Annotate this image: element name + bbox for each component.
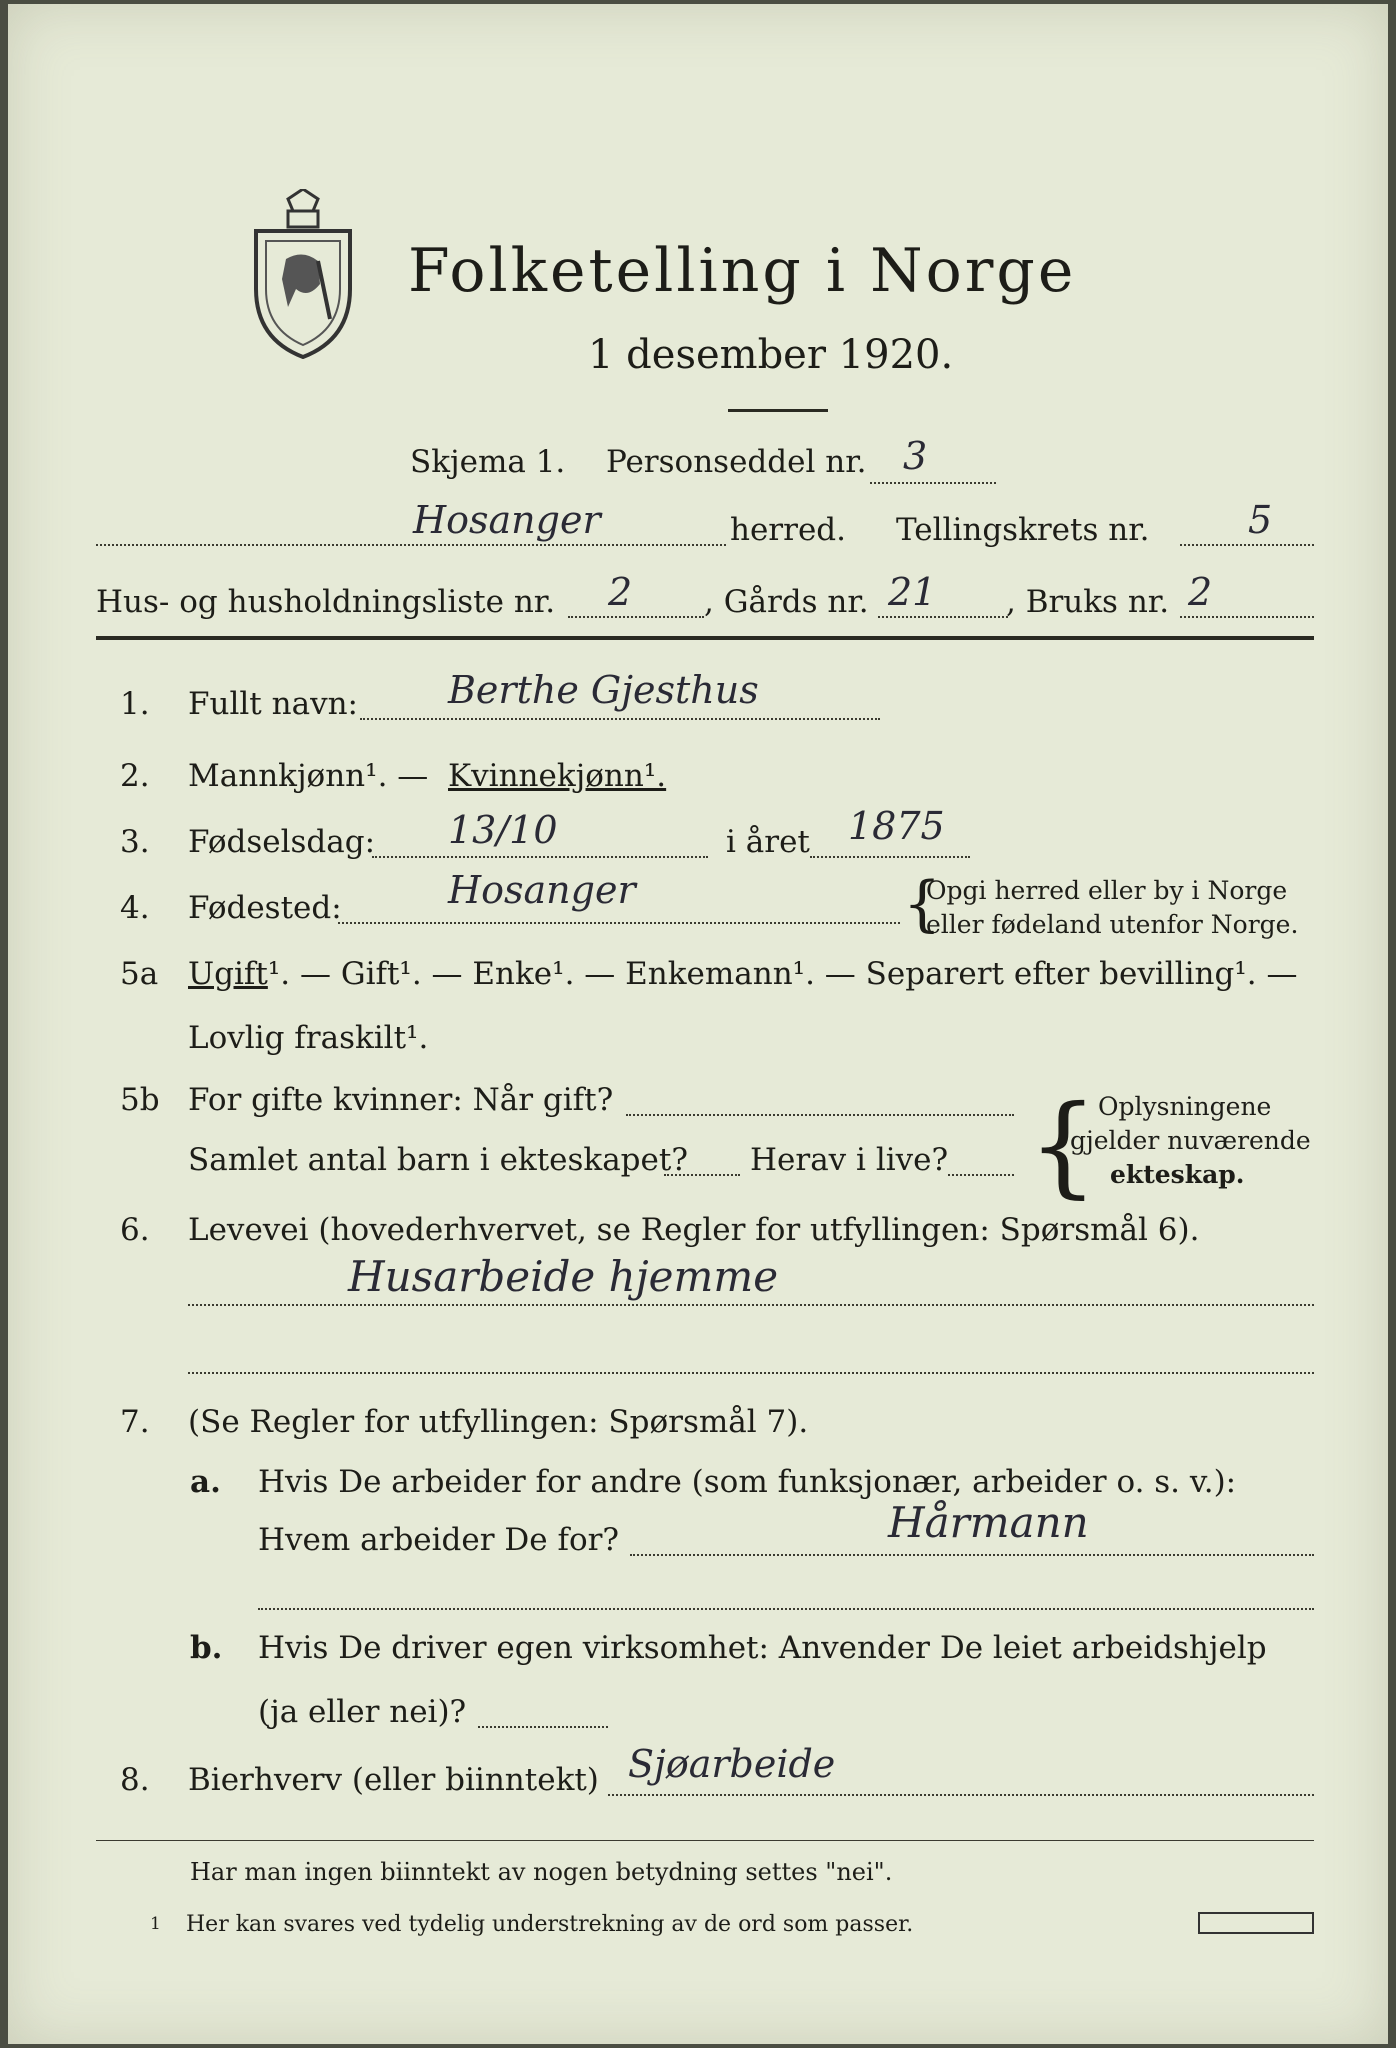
q5b-note-line3: ekteskap. bbox=[1110, 1160, 1245, 1189]
q8-line bbox=[608, 1794, 1314, 1796]
q7-label: (Se Regler for utfyllingen: Spørsmål 7). bbox=[188, 1404, 809, 1440]
q6-line1 bbox=[188, 1304, 1314, 1306]
q7a-label: Hvis De arbeider for andre (som funksjonær, arbeider o. s. v.): bbox=[258, 1464, 1237, 1500]
footnote-text: Her kan svares ved tydelig understrekning av de ord som passer. bbox=[186, 1912, 914, 1937]
q5b-married-line bbox=[626, 1114, 1014, 1116]
form-title: Folketelling i Norge bbox=[408, 236, 1077, 306]
q5b-note-line2: gjelder nuværende bbox=[1070, 1126, 1311, 1155]
q3-birthday-value[interactable]: 13/10 bbox=[448, 808, 558, 852]
footer-rule bbox=[96, 1840, 1314, 1841]
q5b-alive-line bbox=[948, 1174, 1014, 1176]
gards-line bbox=[878, 616, 1008, 618]
skjema-label: Skjema 1. bbox=[410, 444, 566, 480]
q5b-label: For gifte kvinner: Når gift? bbox=[188, 1082, 614, 1118]
hus-value[interactable]: 2 bbox=[608, 570, 633, 614]
herred-line bbox=[96, 544, 726, 546]
bruks-label: , Bruks nr. bbox=[1006, 584, 1170, 620]
q7b-number: b. bbox=[190, 1630, 223, 1666]
q5b-note-line1: Oplysningene bbox=[1098, 1092, 1272, 1121]
q8-label: Bierhverv (eller biinntekt) bbox=[188, 1762, 599, 1798]
q5b-brace: { bbox=[1028, 1081, 1098, 1209]
q8-side-income-value[interactable]: Sjøarbeide bbox=[628, 1742, 836, 1786]
q4-birthplace-value[interactable]: Hosanger bbox=[448, 868, 636, 912]
q5a-other-options[interactable]: ¹. — Gift¹. — Enke¹. — Enkemann¹. — Separert efter bevilling¹. — bbox=[267, 956, 1298, 992]
q3-year-label: i året bbox=[726, 824, 810, 860]
q5a-options bbox=[188, 956, 1297, 992]
q5b-alive-label: Herav i live? bbox=[750, 1142, 949, 1178]
q1-line bbox=[360, 718, 880, 720]
bruks-line bbox=[1180, 616, 1314, 618]
q1-number: 1. bbox=[120, 686, 150, 722]
census-date: 1 desember 1920. bbox=[588, 332, 954, 378]
tellingskrets-label: Tellingskrets nr. bbox=[896, 512, 1150, 548]
q2-male-option[interactable]: Mannkjønn¹. — bbox=[188, 758, 429, 794]
q7a-number: a. bbox=[190, 1464, 221, 1500]
q5a-number: 5a bbox=[120, 956, 159, 992]
footnote-mark: 1 bbox=[150, 1914, 161, 1934]
coat-of-arms-icon bbox=[248, 189, 358, 359]
header-rule bbox=[96, 636, 1314, 640]
q3-line bbox=[372, 856, 708, 858]
q5b-children-label: Samlet antal barn i ekteskapet? bbox=[188, 1142, 688, 1178]
q4-number: 4. bbox=[120, 890, 150, 926]
q7-number: 7. bbox=[120, 1404, 150, 1440]
bruks-value[interactable]: 2 bbox=[1188, 570, 1213, 614]
q6-label: Levevei (hovederhvervet, se Regler for utfyllingen: Spørsmål 6). bbox=[188, 1212, 1200, 1248]
q7b-line bbox=[478, 1726, 608, 1728]
bleed-through-text bbox=[568, 122, 575, 147]
q7a-employer-value[interactable]: Hårmann bbox=[888, 1498, 1089, 1547]
q3-year-line bbox=[810, 856, 970, 858]
census-form-page bbox=[8, 4, 1388, 2044]
q1-label: Fullt navn: bbox=[188, 686, 358, 722]
q6-number: 6. bbox=[120, 1212, 150, 1248]
herred-label: herred. bbox=[730, 512, 846, 548]
q5b-number: 5b bbox=[120, 1082, 160, 1118]
q2-female-option[interactable]: Kvinnekjønn¹. bbox=[448, 758, 667, 794]
q5b-children-line bbox=[664, 1174, 740, 1176]
printer-stamp-icon bbox=[1198, 1912, 1314, 1934]
q6-line2 bbox=[188, 1372, 1314, 1374]
q1-full-name-value[interactable]: Berthe Gjesthus bbox=[448, 668, 759, 712]
q3-label: Fødselsdag: bbox=[188, 824, 376, 860]
hus-label: Hus- og husholdningsliste nr. bbox=[96, 584, 556, 620]
q8-number: 8. bbox=[120, 1762, 150, 1798]
q7a-employer-label: Hvem arbeider De for? bbox=[258, 1522, 620, 1558]
personseddel-value[interactable]: 3 bbox=[903, 434, 928, 478]
tellingskrets-value[interactable]: 5 bbox=[1248, 498, 1273, 542]
q7b-label2: (ja eller nei)? bbox=[258, 1694, 467, 1730]
tellingskrets-line bbox=[1180, 544, 1314, 546]
q2-number: 2. bbox=[120, 758, 150, 794]
gards-value[interactable]: 21 bbox=[888, 570, 937, 614]
q4-note-line1: Opgi herred eller by i Norge bbox=[926, 876, 1288, 905]
footer-note: Har man ingen biinntekt av nogen betydning settes "nei". bbox=[190, 1858, 893, 1886]
personseddel-label: Personseddel nr. bbox=[606, 444, 867, 480]
q3-number: 3. bbox=[120, 824, 150, 860]
q4-note-line2: eller fødeland utenfor Norge. bbox=[926, 910, 1299, 939]
gards-label: , Gårds nr. bbox=[704, 584, 869, 620]
q4-label: Fødested: bbox=[188, 890, 342, 926]
herred-value[interactable]: Hosanger bbox=[413, 498, 601, 542]
q5a-line2[interactable]: Lovlig fraskilt¹. bbox=[188, 1020, 429, 1056]
q7a-line1 bbox=[630, 1554, 1314, 1556]
q3-year-value[interactable]: 1875 bbox=[848, 804, 945, 848]
title-divider bbox=[728, 409, 828, 412]
q4-line bbox=[338, 922, 900, 924]
q5a-ugift-option[interactable]: Ugift bbox=[188, 956, 268, 992]
q4-brace: { bbox=[903, 869, 942, 939]
q7a-line2 bbox=[258, 1608, 1314, 1610]
hus-line bbox=[568, 616, 704, 618]
q6-occupation-value[interactable]: Husarbeide hjemme bbox=[348, 1252, 779, 1301]
personseddel-line bbox=[870, 482, 996, 484]
q7b-label: Hvis De driver egen virksomhet: Anvender De leiet arbeidshjelp bbox=[258, 1630, 1267, 1666]
